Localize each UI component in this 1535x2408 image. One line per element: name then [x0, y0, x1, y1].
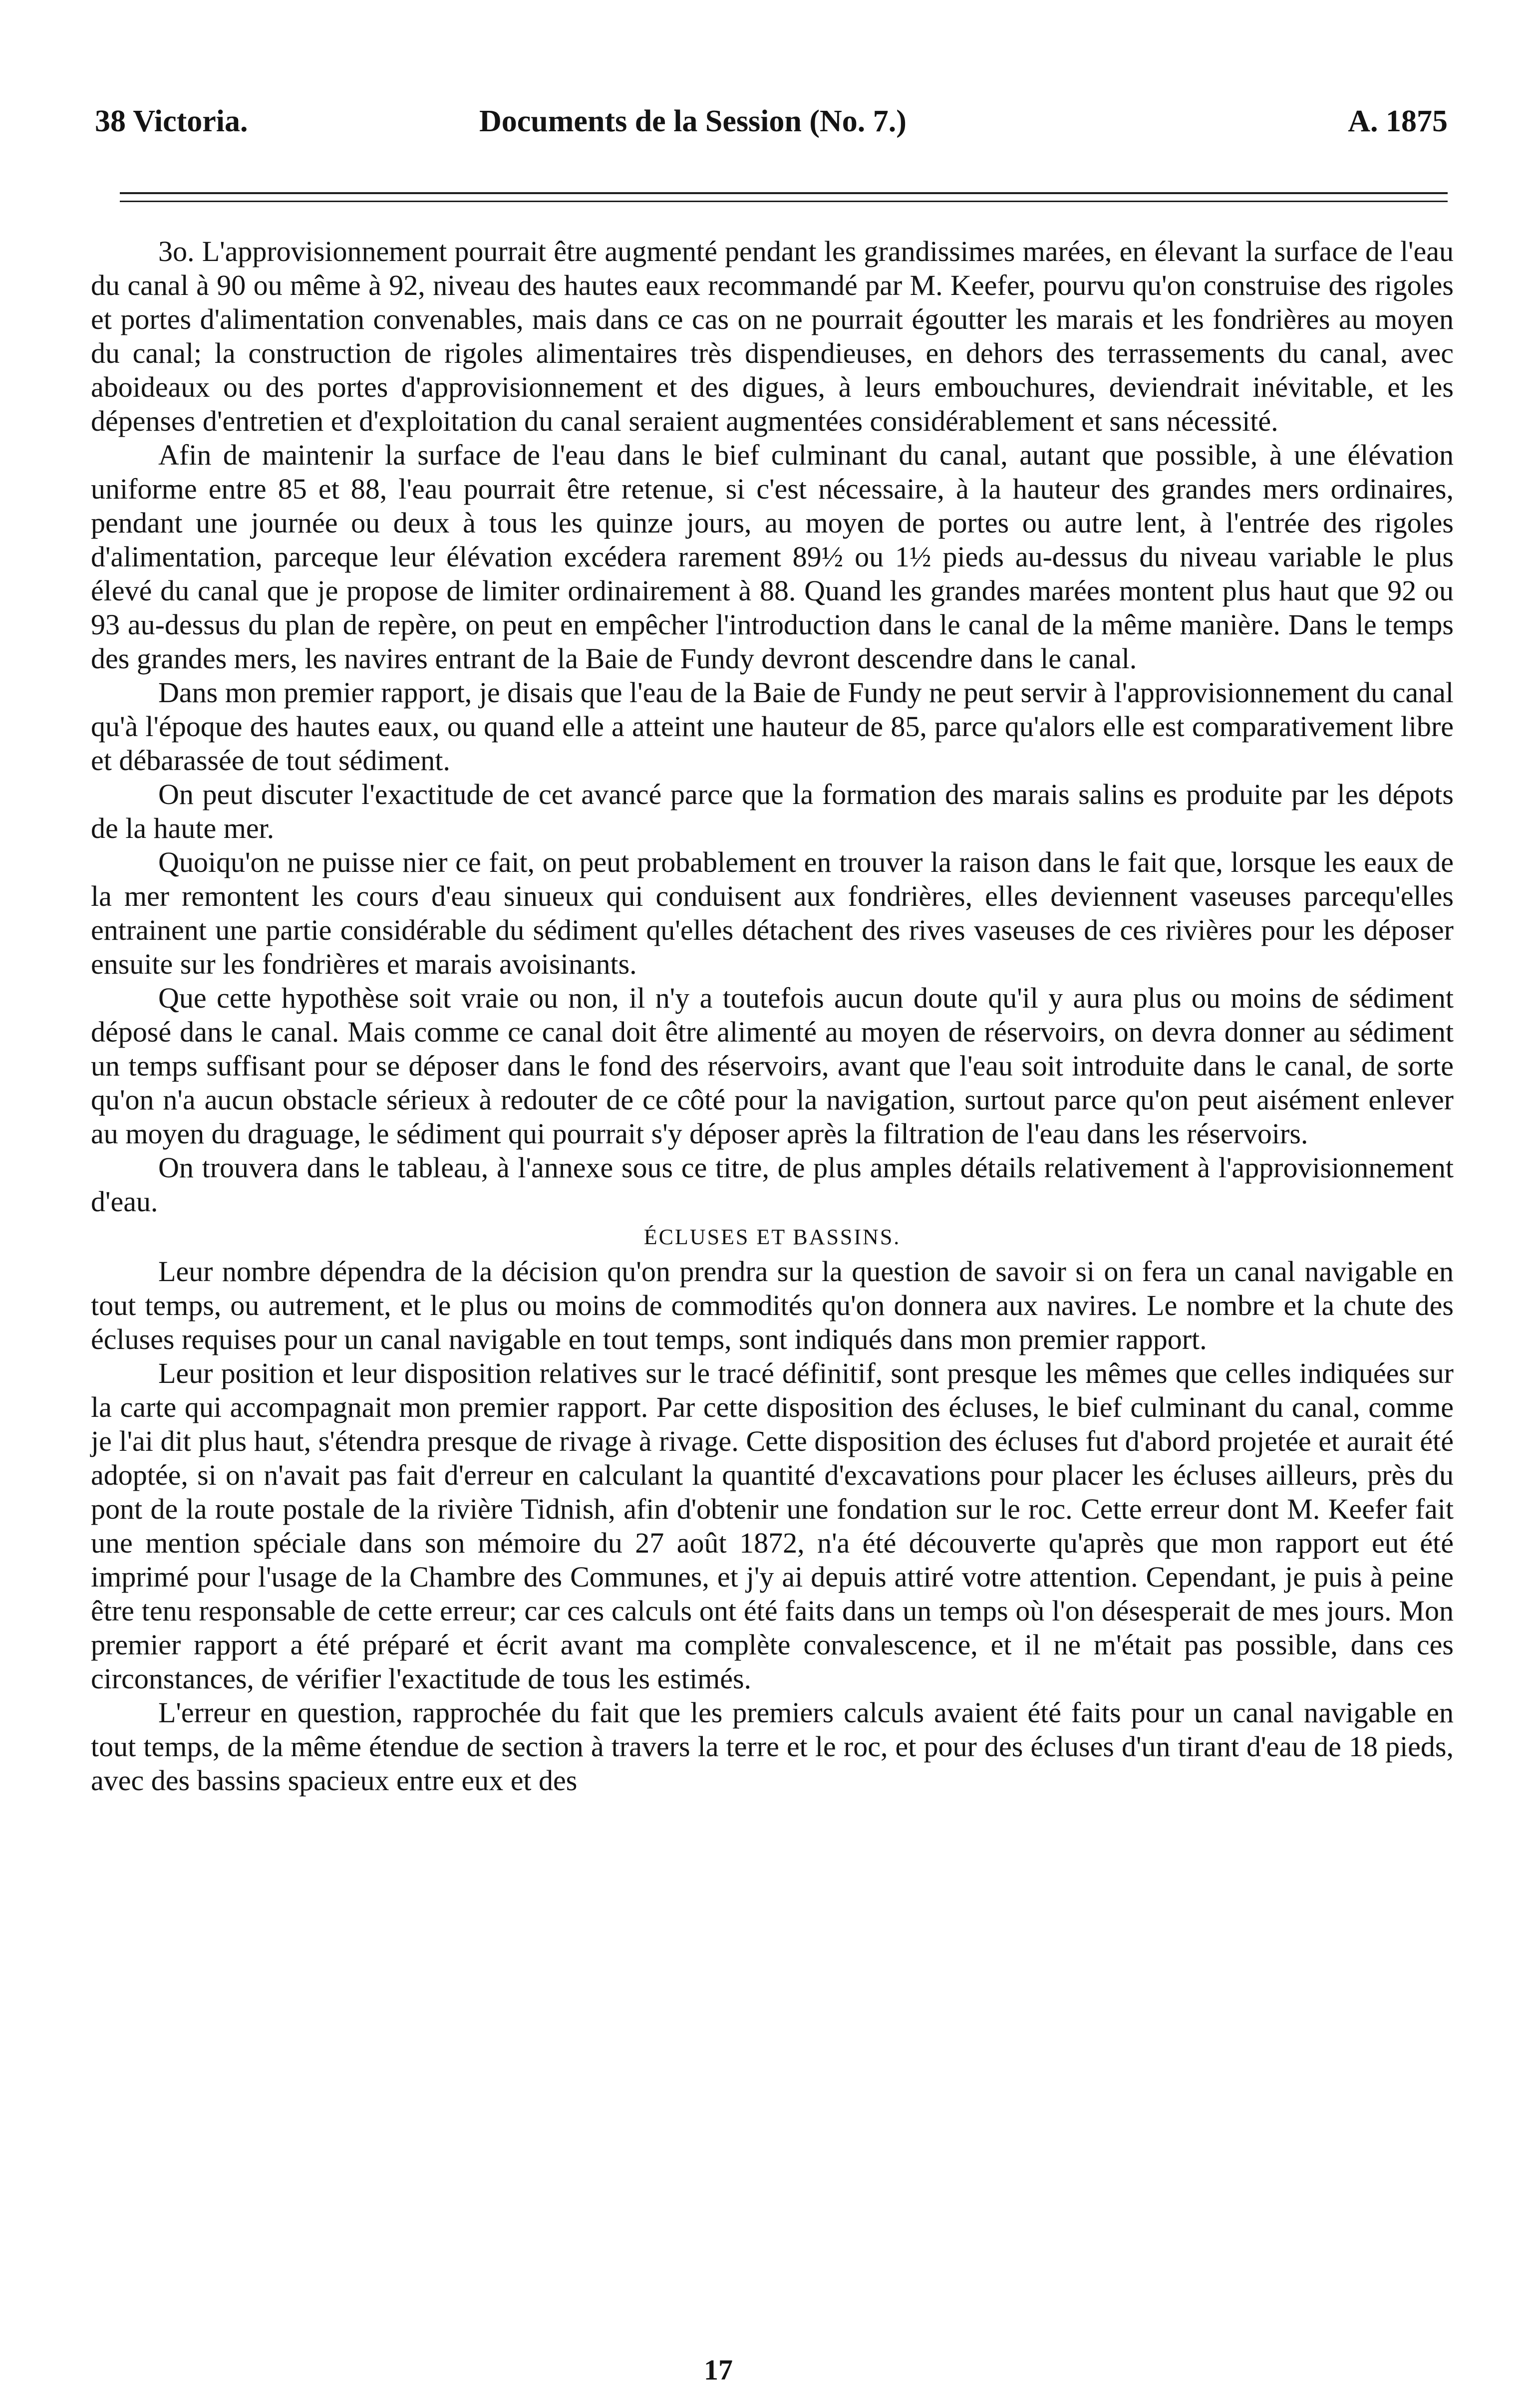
paragraph: Leur position et leur disposition relatives sur le tracé définitif, sont presque les mêmes que celles indiquées sur la carte qui accompagnait mon premier rapport. Par cette disposition des écluses, le bief culminant du canal, comme je l'ai dit plus haut, s'étendra presque de rivage à rivage. Cette disposition des écluses fut d'abord projetée et aurait été adoptée, si on n'avait pas fait d'erreur en calculant la quantité d'excavations pour placer les écluses ailleurs, près du pont de la route postale de la rivière Tidnish, afin d'obtenir une fondation sur le roc. Cette erreur dont M. Keefer fait une mention spéciale dans son mémoire du 27 août 1872, n'a été découverte qu'après que mon rapport eut été imprimé pour l'usage de la Chambre des Communes, et j'y ai depuis attiré votre attention. Cependant, je puis à peine être tenu responsable de cette erreur; car ces calculs ont été faits dans un temps où l'on désesperait de mes jours. Mon premier rapport a été préparé et écrit avant ma complète convalescence, et il ne m'était pas possible, dans ces circonstances, de vérifier l'exactitude de tous les estimés. — [91, 1357, 1454, 1695]
running-header — [95, 104, 1448, 149]
paragraph: Afin de maintenir la surface de l'eau dans le bief culminant du canal, autant que possible, à une élévation uniforme entre 85 et 88, l'eau pourrait être retenue, si c'est nécessaire, à la hauteur des grandes mers ordinaires, pendant une journée ou deux à tous les quinze jours, au moyen de portes ou autre lent, à l'entrée des rigoles d'alimentation, parceque leur élévation excédera rarement 89½ ou 1½ pieds au-dessus du niveau variable le plus élevé du canal que je propose de limiter ordinairement à 88. Quand les grandes marées montent plus haut que 92 ou 93 au-dessus du plan de repère, on peut en empêcher l'introduction dans le canal de la même manière. Dans le temps des grandes mers, les navires entrant de la Baie de Fundy devront descendre dans le canal. — [91, 439, 1454, 675]
paragraph: On peut discuter l'exactitude de cet avancé parce que la formation des marais salins es produite par les dépots de la haute mer. — [91, 778, 1454, 844]
header-volume: 38 Victoria. — [95, 104, 248, 138]
body-text — [91, 235, 1454, 1798]
header-rule-top — [120, 192, 1448, 194]
page-number: 17 — [704, 2354, 733, 2386]
header-rule-bottom — [120, 201, 1448, 202]
header-year: A. 1875 — [1348, 104, 1448, 138]
paragraph: Que cette hypothèse soit vraie ou non, il n'y a toutefois aucun doute qu'il y aura plus ou moins de sédiment déposé dans le canal. Mais comme ce canal doit être alimenté au moyen de réservoirs, on devra donner au sédiment un temps suffisant pour se déposer dans le fond des réservoirs, avant que l'eau soit introduite dans le canal, de sorte qu'on n'a aucun obstacle sérieux à redouter de ce côté pour la navigation, surtout parce qu'on peut aisément enlever au moyen du draguage, le sédiment qui pourrait s'y déposer après la filtration de l'eau dans les réservoirs. — [91, 982, 1454, 1150]
paragraph: L'erreur en question, rapprochée du fait que les premiers calculs avaient été faits pour un canal navigable en tout temps, de la même étendue de section à travers la terre et le roc, et pour des écluses d'un tirant d'eau de 18 pieds, avec des bassins spacieux entre eux et des — [91, 1696, 1454, 1797]
paragraph: Leur nombre dépendra de la décision qu'on prendra sur la question de savoir si on fera un canal navigable en tout temps, ou autrement, et le plus ou moins de commodités qu'on donnera aux navires. Le nombre et la chute des écluses requises pour un canal navigable en tout temps, sont indiqués dans mon premier rapport. — [91, 1255, 1454, 1355]
paragraph: On trouvera dans le tableau, à l'annexe sous ce titre, de plus amples détails relativement à l'approvisionnement d'eau. — [91, 1151, 1454, 1218]
paragraph: Dans mon premier rapport, je disais que l'eau de la Baie de Fundy ne peut servir à l'approvisionnement du canal qu'à l'époque des hautes eaux, ou quand elle a atteint une hauteur de 85, parce qu'alors elle est comparativement libre et débarassée de tout sédiment. — [91, 676, 1454, 777]
header-title: Documents de la Session (No. 7.) — [479, 104, 907, 138]
paragraph: 3o. L'approvisionnement pourrait être augmenté pendant les grandissimes marées, en élevant la surface de l'eau du canal à 90 ou même à 92, niveau des hautes eaux recommandé par M. Keefer, pourvu qu'on construise des rigoles et portes d'alimentation convenables, mais dans ce cas on ne pourrait égoutter les marais et les fondrières au moyen du canal; la construction de rigoles alimentaires très dispendieuses, en dehors des terrassements du canal, avec aboideaux ou des portes d'approvisionnement et des digues, à leurs embouchures, deviendrait inévitable, et les dépenses d'entretien et d'exploitation du canal seraient augmentées considérablement et sans nécessité. — [91, 235, 1454, 437]
paragraph: Quoiqu'on ne puisse nier ce fait, on peut probablement en trouver la raison dans le fait que, lorsque les eaux de la mer remontent les cours d'eau sinueux qui conduisent aux fondrières, elles deviennent vaseuses parcequ'elles entrainent une partie considérable du sédiment qu'elles détachent des rives vaseuses de ces rivières pour les déposer ensuite sur les fondrières et marais avoisinants. — [91, 846, 1454, 980]
section-heading: ÉCLUSES ET BASSINS. — [643, 1225, 901, 1249]
